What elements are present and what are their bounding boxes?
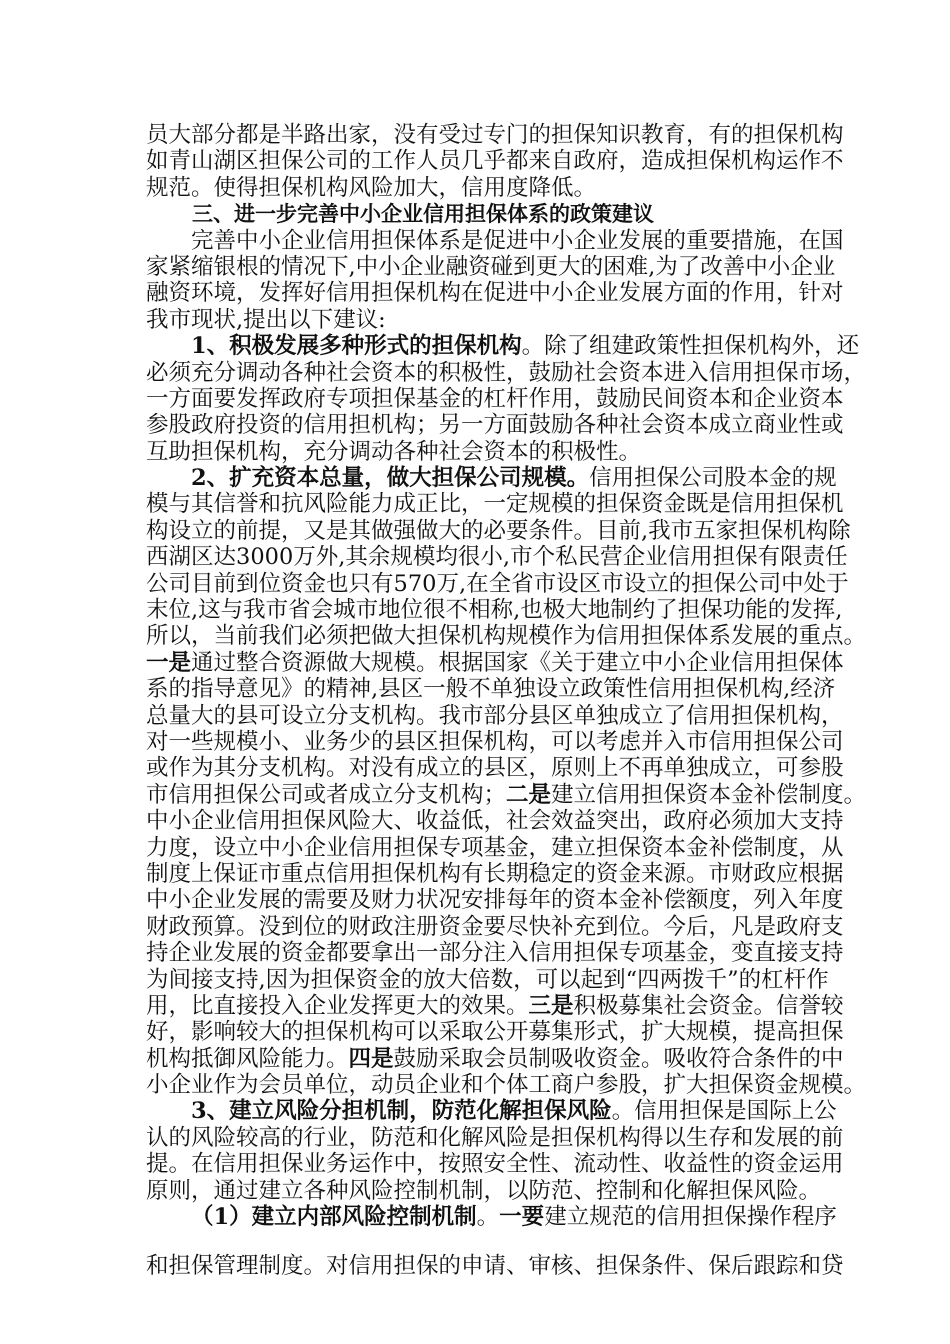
body-line: 和担保管理制度。对信用担保的申请、审核、担保条件、保后跟踪和贷	[146, 1253, 844, 1280]
body-line: 参股政府投资的信用担机构；另一方面鼓励各种社会资本成立商业性或	[146, 412, 844, 439]
body-line: 完善中小企业信用担保体系是促进中小企业发展的重要措施，在国	[191, 227, 844, 254]
body-line	[146, 650, 852, 676]
point-title: 1、积极发展多种形式的担保机构	[191, 333, 522, 360]
body-line	[146, 781, 867, 808]
body-line: 原则，通过建立各种风险控制机制，以防范、控制和化解担保风险。	[146, 1177, 822, 1204]
point-heading-line	[146, 333, 860, 360]
body-text: 信用担保公司股本金的规	[589, 465, 837, 492]
body-line: 我市现状,提出以下建议:	[146, 306, 386, 333]
point-title: 3、建立风险分担机制，防范化解担保风险	[191, 1098, 612, 1125]
body-text: 机构抵御风险能力。	[146, 1045, 349, 1072]
body-line: 融资环境，发挥好信用担保机构在促进中小企业发展方面的作用，针对	[146, 280, 844, 307]
point-heading-line	[146, 465, 852, 491]
body-line: 为间接支持,因为担保资金的放大倍数，可以起到“四两拨千”的杠杆作	[146, 966, 829, 993]
sub-point-heading-line	[146, 1204, 852, 1230]
emphasis-text: 二是	[506, 781, 552, 808]
body-line	[146, 993, 852, 1019]
point-heading-line	[146, 1098, 852, 1124]
body-line: 家紧缩银根的情况下,中小企业融资碰到更大的困难,为了改善中小企业	[146, 253, 836, 280]
body-line: 末位,这与我市省会城市地位很不相称,也极大地制约了担保功能的发挥,	[146, 597, 843, 624]
body-line: 制度上保证市重点信用担保机构有长期稳定的资金来源。市财政应根据	[146, 860, 844, 887]
body-line: 必须充分调动各种社会资本的积极性，鼓励社会资本进入信用担保市场，	[146, 359, 867, 386]
body-text: 积极募集社会资金。信誉较	[573, 992, 844, 1019]
body-text: 鼓励采取会员制吸收资金。吸收符合条件的中	[393, 1045, 844, 1072]
body-line: 中小企业发展的需要及财力状况安排每年的资本金补偿额度，列入年度	[146, 887, 844, 914]
body-line: 力度，设立中小企业信用担保专项基金，建立担保资本金补偿制度，从	[146, 834, 844, 861]
body-line: 规范。使得担保机构风险加大，信用度降低。	[146, 174, 597, 201]
body-text: 建立规范的信用担保操作程序	[544, 1204, 837, 1231]
body-line: 系的指导意见》的精神,县区一般不单独设立政策性信用担保机构,经济	[146, 676, 836, 703]
page-gap	[146, 1230, 852, 1253]
body-line: 或作为其分支机构。对没有成立的县区，原则上不再单独成立，可参股	[146, 755, 844, 782]
body-line: 如青山湖区担保公司的工作人员几乎都来自政府，造成担保机构运作不	[146, 148, 844, 175]
body-line: 对一些规模小、业务少的县区担保机构，可以考虑并入市信用担保公司	[146, 728, 844, 755]
body-text: 。信用担保是国际上公	[611, 1098, 837, 1125]
emphasis-text: 三是	[528, 992, 574, 1019]
body-line: 认的风险较高的行业，防范和化解风险是担保机构得以生存和发展的前	[146, 1124, 844, 1151]
body-line: 中小企业信用担保风险大、收益低，社会效益突出，政府必须加大支持	[146, 808, 844, 835]
body-line: 模与其信誉和抗风险能力成正比，一定规模的担保资金既是信用担保机	[146, 491, 844, 518]
body-line: 小企业作为会员单位，动员企业和个体工商户参股，扩大担保资金规模。	[146, 1072, 867, 1099]
body-line: 所以，当前我们必须把做大担保机构规模作为信用担保体系发展的重点。	[146, 623, 867, 650]
body-line: 公司目前到位资金也只有570万,在全省市设区市设立的担保公司中处于	[146, 570, 849, 597]
body-line: 构设立的前提，又是其做强做大的必要条件。目前,我市五家担保机构除	[146, 517, 851, 544]
body-line: 财政预算。没到位的财政注册资金要尽快补充到位。今后，凡是政府支	[146, 913, 844, 940]
body-line	[146, 1046, 852, 1072]
section-heading: 三、进一步完善中小企业信用担保体系的政策建议	[192, 202, 654, 227]
document-page	[146, 122, 867, 1280]
body-text: 建立信用担保资本金补偿制度。	[551, 781, 867, 808]
emphasis-text: 四是	[348, 1045, 394, 1072]
body-line: 好，影响较大的担保机构可以采取公开募集形式，扩大规模，提高担保	[146, 1019, 844, 1046]
body-line: 持企业发展的资金都要拿出一部分注入信用担保专项基金，变直接支持	[146, 940, 844, 967]
emphasis-text: 一要	[499, 1204, 545, 1231]
body-text: 用，比直接投入企业发挥更大的效果。	[146, 992, 529, 1019]
point-title: 2、扩充资本总量，做大担保公司规模。	[191, 465, 590, 492]
body-text: 。	[476, 1204, 500, 1231]
body-text: 通过整合资源做大规模。根据国家《关于建立中小企业信用担保体	[191, 649, 844, 676]
body-line: 一方面要发挥政府专项担保基金的杠杆作用，鼓励民间资本和企业资本	[146, 385, 844, 412]
body-line: 西湖区达3000万外,其余规模均很小,市个私民营企业信用担保有限责任	[146, 544, 848, 571]
body-text: 市信用担保公司或者成立分支机构；	[146, 781, 507, 808]
body-line: 总量大的县可设立分支机构。我市部分县区单独成立了信用担保机构，	[146, 702, 844, 729]
sub-point-title: （1）建立内部风险控制机制	[191, 1204, 477, 1231]
body-line: 员大部分都是半路出家，没有受过专门的担保知识教育，有的担保机构	[146, 122, 844, 148]
emphasis-text: 一是	[146, 649, 192, 676]
body-line: 互助担保机构，充分调动各种社会资本的积极性。	[146, 438, 642, 465]
body-line: 提。在信用担保业务运作中，按照安全性、流动性、收益性的资金运用	[146, 1151, 844, 1178]
body-text: 。除了组建政策性担保机构外，还	[521, 333, 860, 360]
